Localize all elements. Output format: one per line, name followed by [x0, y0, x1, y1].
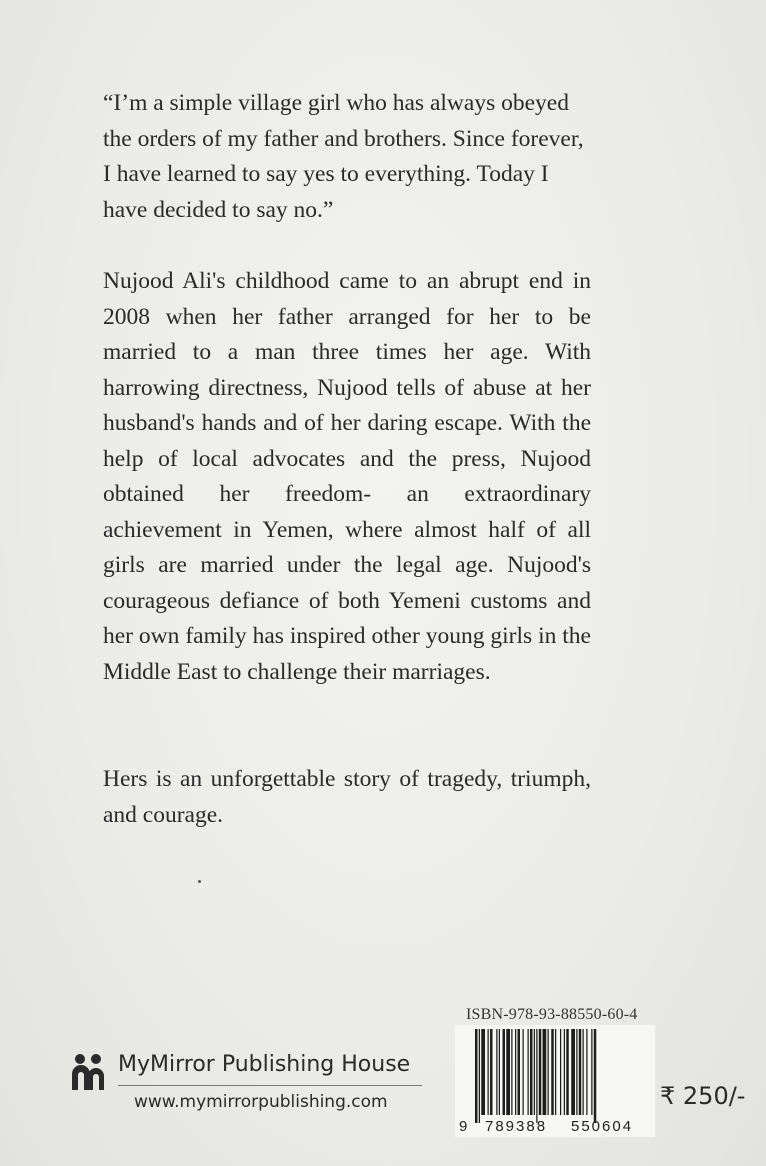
synopsis-paragraph: Nujood Ali's childhood came to an abrupt end in 2008 when her father arranged for her to be married to a man three times her age. With harrowing directness, Nujood tells of abuse at her husband's hands and of her daring escape. With the help of local advocates and the press, Nujood obtained her freedom- an extraordinary achievement in Yemen, where almost half of all girls are married under the legal age. Nujood's courageous defiance of both Yemeni customs and her own family has inspired other young girls in the Middle East to challenge their marriages.: [103, 268, 591, 685]
barcode-bar: [576, 1029, 577, 1115]
barcode-bar: [564, 1029, 565, 1115]
price: ₹ 250/-: [660, 1082, 746, 1110]
barcode-bar: [543, 1029, 547, 1115]
barcode-bar: [488, 1029, 489, 1115]
barcode-bar: [499, 1029, 500, 1115]
barcode-bar: [479, 1029, 480, 1123]
publisher-block: [70, 1044, 430, 1119]
barcode-bar: [536, 1029, 537, 1123]
publisher-name: MyMirror Publishing House: [118, 1052, 411, 1077]
barcode-bars: [455, 1025, 655, 1137]
barcode-bar: [583, 1029, 584, 1115]
barcode-bar: [496, 1029, 497, 1115]
cover-quote: “I’m a simple village girl who has always obeyed the orders of my father and brothers. Since forever, I have learned to say yes to everything. Today I have decided to say no.”: [103, 90, 584, 223]
barcode-bar: [481, 1029, 485, 1115]
barcode-bar: [518, 1029, 521, 1115]
barcode-bar: [571, 1029, 575, 1115]
paper-speck: [198, 880, 201, 883]
barcode-bar: [511, 1029, 512, 1115]
barcode-bar: [579, 1029, 582, 1115]
barcode: [455, 1025, 655, 1137]
isbn-label: ISBN-978-93-88550-60-4: [466, 1006, 638, 1023]
barcode-bar: [591, 1029, 592, 1115]
closing-paragraph: Hers is an unforgettable story of tragedy, triumph, and courage.: [103, 766, 591, 828]
barcode-bar: [515, 1029, 516, 1115]
barcode-bar: [503, 1029, 506, 1115]
barcode-bar: [530, 1029, 533, 1115]
barcode-bar: [566, 1029, 569, 1115]
publisher-logo-icon: [70, 1050, 112, 1092]
barcode-bar: [586, 1029, 587, 1115]
barcode-bar: [539, 1029, 542, 1115]
barcode-bar: [551, 1029, 554, 1115]
barcode-bar: [475, 1029, 478, 1123]
publisher-divider: [118, 1085, 422, 1086]
barcode-digits-left: 789388: [485, 1118, 548, 1135]
barcode-digit-first: 9: [459, 1118, 468, 1135]
barcode-bar: [490, 1029, 493, 1115]
publisher-url: www.mymirrorpublishing.com: [134, 1092, 388, 1112]
barcode-bar: [506, 1029, 510, 1115]
barcode-bar: [560, 1029, 561, 1115]
barcode-bar: [534, 1029, 535, 1115]
barcode-bar: [528, 1029, 529, 1115]
barcode-digits-right: 550604: [571, 1118, 634, 1135]
barcode-bar: [555, 1029, 556, 1115]
barcode-bar: [594, 1029, 597, 1123]
barcode-bar: [523, 1029, 524, 1115]
barcode-bar: [548, 1029, 549, 1115]
